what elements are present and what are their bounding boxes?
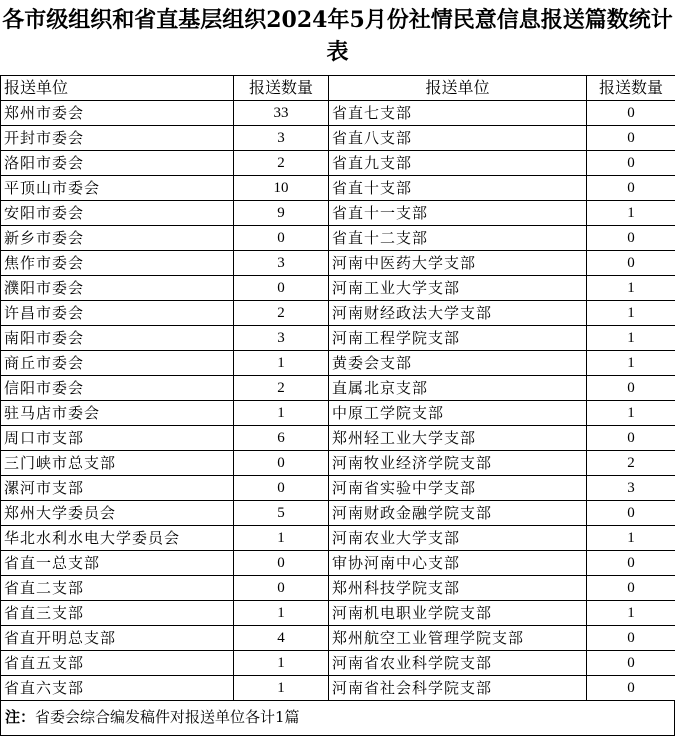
left-count-cell: 1 xyxy=(234,601,329,626)
left-unit-cell: 三门峡市总支部 xyxy=(1,451,234,476)
left-count-cell: 2 xyxy=(234,151,329,176)
header-unit-left: 报送单位 xyxy=(1,76,234,101)
left-count-cell: 0 xyxy=(234,226,329,251)
table-row xyxy=(1,401,675,426)
table-row xyxy=(1,351,675,376)
left-unit-cell: 安阳市委会 xyxy=(1,201,234,226)
left-count-cell: 2 xyxy=(234,301,329,326)
table-row xyxy=(1,126,675,151)
left-count-cell: 0 xyxy=(234,576,329,601)
left-unit-cell: 周口市支部 xyxy=(1,426,234,451)
table-row xyxy=(1,301,675,326)
header-unit-right: 报送单位 xyxy=(329,76,587,101)
table-row xyxy=(1,651,675,676)
left-count-cell: 33 xyxy=(234,101,329,126)
right-count-cell: 2 xyxy=(587,451,675,476)
right-count-cell: 0 xyxy=(587,551,675,576)
right-count-cell: 0 xyxy=(587,676,675,701)
table-row xyxy=(1,101,675,126)
table-row xyxy=(1,601,675,626)
left-unit-cell: 省直六支部 xyxy=(1,676,234,701)
left-unit-cell: 华北水利水电大学委员会 xyxy=(1,526,234,551)
left-unit-cell: 信阳市委会 xyxy=(1,376,234,401)
left-count-cell: 3 xyxy=(234,326,329,351)
right-unit-cell: 河南财经政法大学支部 xyxy=(329,301,587,326)
right-unit-cell: 黄委会支部 xyxy=(329,351,587,376)
right-unit-cell: 省直十一支部 xyxy=(329,201,587,226)
left-count-cell: 3 xyxy=(234,251,329,276)
right-count-cell: 1 xyxy=(587,526,675,551)
table-row xyxy=(1,501,675,526)
left-unit-cell: 新乡市委会 xyxy=(1,226,234,251)
left-count-cell: 5 xyxy=(234,501,329,526)
right-count-cell: 1 xyxy=(587,401,675,426)
table-row xyxy=(1,176,675,201)
right-count-cell: 0 xyxy=(587,651,675,676)
right-unit-cell: 河南机电职业学院支部 xyxy=(329,601,587,626)
left-count-cell: 1 xyxy=(234,351,329,376)
right-unit-cell: 郑州科技学院支部 xyxy=(329,576,587,601)
left-unit-cell: 焦作市委会 xyxy=(1,251,234,276)
right-count-cell: 1 xyxy=(587,201,675,226)
left-count-cell: 6 xyxy=(234,426,329,451)
left-unit-cell: 洛阳市委会 xyxy=(1,151,234,176)
right-unit-cell: 河南中医药大学支部 xyxy=(329,251,587,276)
left-count-cell: 0 xyxy=(234,551,329,576)
right-unit-cell: 省直十二支部 xyxy=(329,226,587,251)
report-table xyxy=(0,75,675,701)
table-row xyxy=(1,526,675,551)
left-count-cell: 0 xyxy=(234,451,329,476)
header-count-left: 报送数量 xyxy=(234,76,329,101)
table-row xyxy=(1,576,675,601)
table-row xyxy=(1,251,675,276)
table-row xyxy=(1,426,675,451)
left-unit-cell: 平顶山市委会 xyxy=(1,176,234,201)
right-unit-cell: 河南省农业科学院支部 xyxy=(329,651,587,676)
page-title: 各市级组织和省直基层组织2024年5月份社情民意信息报送篇数统计表 xyxy=(2,7,673,65)
left-unit-cell: 开封市委会 xyxy=(1,126,234,151)
header-count-right: 报送数量 xyxy=(587,76,675,101)
right-count-cell: 0 xyxy=(587,101,675,126)
left-unit-cell: 省直三支部 xyxy=(1,601,234,626)
right-unit-cell: 河南省实验中学支部 xyxy=(329,476,587,501)
left-count-cell: 9 xyxy=(234,201,329,226)
table-header-row xyxy=(1,76,675,101)
left-count-cell: 10 xyxy=(234,176,329,201)
table-row xyxy=(1,151,675,176)
left-unit-cell: 省直一总支部 xyxy=(1,551,234,576)
right-count-cell: 0 xyxy=(587,226,675,251)
left-count-cell: 1 xyxy=(234,651,329,676)
right-count-cell: 0 xyxy=(587,151,675,176)
right-count-cell: 1 xyxy=(587,301,675,326)
table-body xyxy=(1,101,675,701)
table-row xyxy=(1,676,675,701)
table-row xyxy=(1,451,675,476)
right-count-cell: 0 xyxy=(587,576,675,601)
right-unit-cell: 省直九支部 xyxy=(329,151,587,176)
right-unit-cell: 省直十支部 xyxy=(329,176,587,201)
right-unit-cell: 直属北京支部 xyxy=(329,376,587,401)
right-unit-cell: 中原工学院支部 xyxy=(329,401,587,426)
left-count-cell: 1 xyxy=(234,526,329,551)
right-unit-cell: 河南牧业经济学院支部 xyxy=(329,451,587,476)
table-row xyxy=(1,201,675,226)
table-note xyxy=(0,701,675,736)
right-count-cell: 1 xyxy=(587,326,675,351)
right-count-cell: 0 xyxy=(587,176,675,201)
right-unit-cell: 河南工业大学支部 xyxy=(329,276,587,301)
right-count-cell: 1 xyxy=(587,276,675,301)
note-text: 省委会综合编发稿件对报送单位各计1篇 xyxy=(35,708,300,726)
right-unit-cell: 省直七支部 xyxy=(329,101,587,126)
right-count-cell: 0 xyxy=(587,501,675,526)
left-count-cell: 2 xyxy=(234,376,329,401)
right-unit-cell: 审协河南中心支部 xyxy=(329,551,587,576)
right-unit-cell: 河南农业大学支部 xyxy=(329,526,587,551)
right-unit-cell: 郑州轻工业大学支部 xyxy=(329,426,587,451)
right-unit-cell: 河南财政金融学院支部 xyxy=(329,501,587,526)
right-count-cell: 1 xyxy=(587,351,675,376)
right-count-cell: 1 xyxy=(587,601,675,626)
left-unit-cell: 南阳市委会 xyxy=(1,326,234,351)
left-unit-cell: 商丘市委会 xyxy=(1,351,234,376)
right-unit-cell: 省直八支部 xyxy=(329,126,587,151)
left-unit-cell: 濮阳市委会 xyxy=(1,276,234,301)
left-count-cell: 3 xyxy=(234,126,329,151)
right-unit-cell: 河南工程学院支部 xyxy=(329,326,587,351)
left-unit-cell: 驻马店市委会 xyxy=(1,401,234,426)
left-unit-cell: 省直二支部 xyxy=(1,576,234,601)
table-row xyxy=(1,376,675,401)
right-count-cell: 0 xyxy=(587,251,675,276)
left-count-cell: 1 xyxy=(234,401,329,426)
left-unit-cell: 漯河市支部 xyxy=(1,476,234,501)
right-count-cell: 0 xyxy=(587,626,675,651)
table-row xyxy=(1,226,675,251)
right-count-cell: 3 xyxy=(587,476,675,501)
right-count-cell: 0 xyxy=(587,426,675,451)
table-row xyxy=(1,626,675,651)
table-row xyxy=(1,276,675,301)
left-count-cell: 0 xyxy=(234,276,329,301)
table-row xyxy=(1,476,675,501)
table-row xyxy=(1,326,675,351)
left-unit-cell: 郑州市委会 xyxy=(1,101,234,126)
right-unit-cell: 河南省社会科学院支部 xyxy=(329,676,587,701)
left-unit-cell: 省直开明总支部 xyxy=(1,626,234,651)
left-unit-cell: 许昌市委会 xyxy=(1,301,234,326)
left-unit-cell: 郑州大学委员会 xyxy=(1,501,234,526)
right-count-cell: 0 xyxy=(587,126,675,151)
left-count-cell: 4 xyxy=(234,626,329,651)
note-label: 注： xyxy=(5,708,36,726)
left-count-cell: 1 xyxy=(234,676,329,701)
right-unit-cell: 郑州航空工业管理学院支部 xyxy=(329,626,587,651)
left-unit-cell: 省直五支部 xyxy=(1,651,234,676)
left-count-cell: 0 xyxy=(234,476,329,501)
table-row xyxy=(1,551,675,576)
right-count-cell: 0 xyxy=(587,376,675,401)
